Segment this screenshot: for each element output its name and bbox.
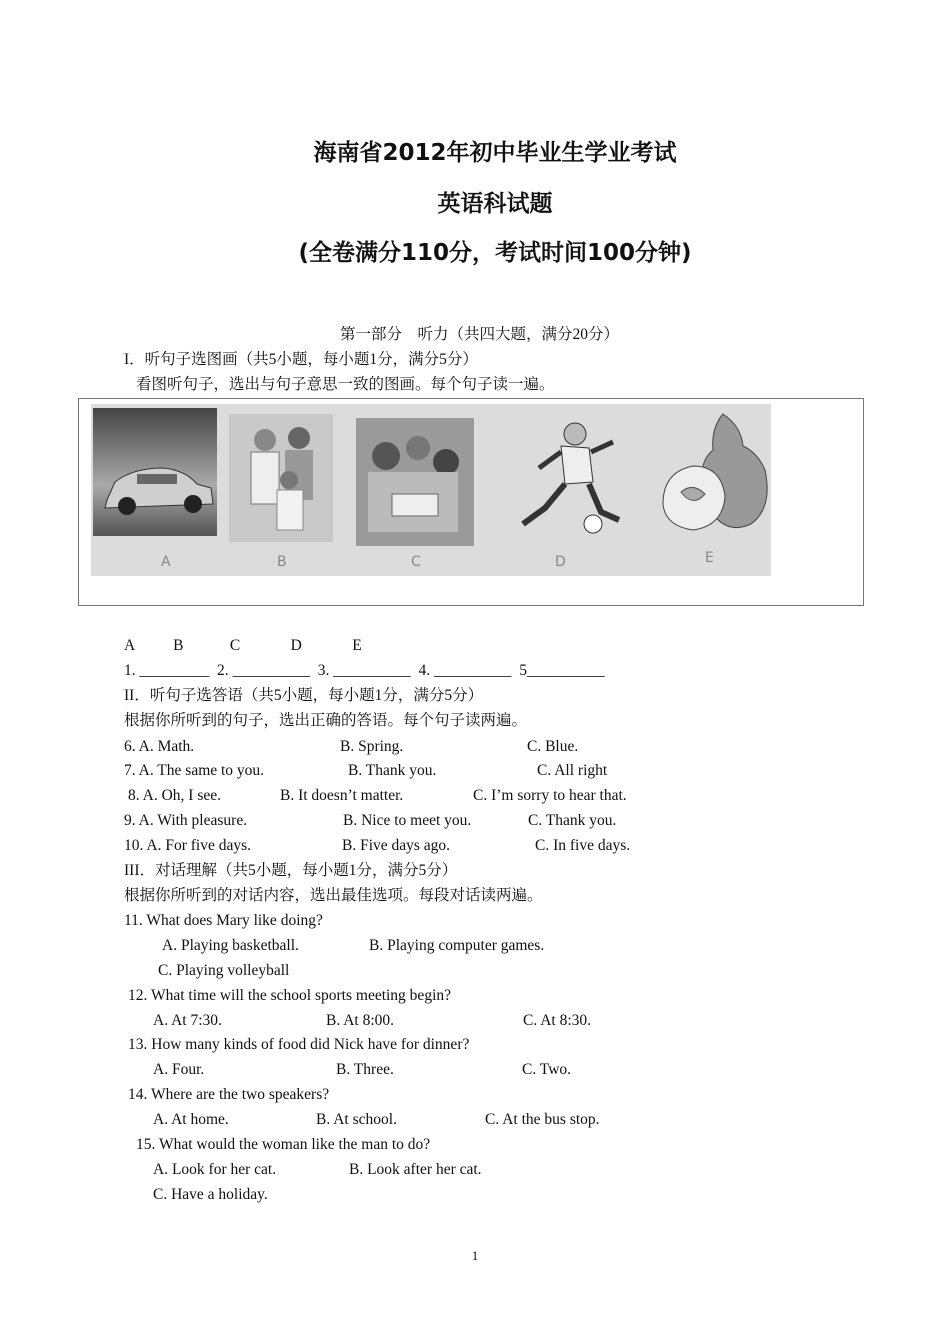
picture-caption-a: A <box>161 554 171 570</box>
picture-caption-c: C <box>411 554 421 570</box>
picture-caption-b: B <box>277 554 287 570</box>
q7-option-a: 7. A. The same to you. <box>124 762 265 779</box>
q10-option-b: B. Five days ago. <box>342 837 451 854</box>
section2-instruction: 根据你所听到的句子，选出正确的答语。每个句子读两遍。 <box>124 712 528 729</box>
q12-option-c: C. At 8:30. <box>523 1012 592 1029</box>
q10-option-a: 10. A. For five days. <box>124 837 252 854</box>
reading-picture <box>356 418 474 546</box>
q11-question: 11. What does Mary like doing? <box>124 912 323 929</box>
q14-option-b: B. At school. <box>316 1111 397 1128</box>
car-picture <box>93 408 217 536</box>
picture-frame <box>78 398 864 606</box>
q6-option-b: B. Spring. <box>340 738 404 755</box>
section3-title: III．对话理解（共5小题，每小题1分，满分5分） <box>124 862 458 879</box>
picture-strip <box>91 404 771 576</box>
q11-option-c: C. Playing volleyball <box>158 962 290 979</box>
q13-option-a: A. Four. <box>153 1061 205 1078</box>
q9-option-b: B. Nice to meet you. <box>343 812 472 829</box>
picture-caption-e: E <box>705 550 714 566</box>
exam-note: (全卷满分110分，考试时间100分钟) <box>298 240 692 266</box>
q11-option-a: A. Playing basketball. <box>162 937 299 954</box>
q13-option-b: B. Three. <box>336 1061 394 1078</box>
q15-option-a: A. Look for her cat. <box>153 1161 277 1178</box>
q6-option-c: C. Blue. <box>527 738 579 755</box>
pear-picture <box>653 408 771 538</box>
q13-option-c: C. Two. <box>522 1061 572 1078</box>
q12-question: 12. What time will the school sports meeting begin? <box>128 987 452 1004</box>
q14-option-c: C. At the bus stop. <box>485 1111 600 1128</box>
answer-blanks: 1. _________ 2. __________ 3. __________ 4. __________ 5__________ <box>124 662 605 679</box>
part1-heading: 第一部分 听力（共四大题，满分20分） <box>340 326 620 343</box>
q12-option-b: B. At 8:00. <box>326 1012 395 1029</box>
exam-title: 海南省2012年初中毕业生学业考试 <box>313 140 677 166</box>
q13-question: 13. How many kinds of food did Nick have for dinner? <box>128 1036 470 1053</box>
q8-option-c: C. I’m sorry to hear that. <box>473 787 627 804</box>
section1-title: I．听句子选图画（共5小题，每小题1分，满分5分） <box>124 351 478 368</box>
q7-option-b: B. Thank you. <box>348 762 437 779</box>
section1-instruction: 看图听句子，选出与句子意思一致的图画。每个句子读一遍。 <box>136 376 555 393</box>
q7-option-c: C. All right <box>537 762 608 779</box>
q8-option-a: 8. A. Oh, I see. <box>128 787 221 804</box>
q11-option-b: B. Playing computer games. <box>369 937 545 954</box>
q10-option-c: C. In five days. <box>535 837 631 854</box>
q8-option-b: B. It doesn’t matter. <box>280 787 404 804</box>
football-player-picture <box>501 412 641 540</box>
q9-option-c: C. Thank you. <box>528 812 617 829</box>
q15-option-c: C. Have a holiday. <box>153 1186 268 1203</box>
q9-option-a: 9. A. With pleasure. <box>124 812 248 829</box>
q14-option-a: A. At home. <box>153 1111 229 1128</box>
q14-question: 14. Where are the two speakers? <box>128 1086 330 1103</box>
q12-option-a: A. At 7:30. <box>153 1012 222 1029</box>
q15-question: 15. What would the woman like the man to do? <box>136 1136 431 1153</box>
section3-instruction: 根据你所听到的对话内容，选出最佳选项。每段对话读两遍。 <box>124 887 543 904</box>
q6-option-a: 6. A. Math. <box>124 738 195 755</box>
answer-letters: A B C D E <box>124 637 362 654</box>
picture-caption-d: D <box>555 554 566 570</box>
exam-subtitle: 英语科试题 <box>437 191 553 217</box>
q15-option-b: B. Look after her cat. <box>349 1161 482 1178</box>
family-picture <box>229 414 333 542</box>
section2-title: II．听句子选答语（共5小题，每小题1分，满分5分） <box>124 687 484 704</box>
page-number: 1 <box>471 1248 479 1263</box>
